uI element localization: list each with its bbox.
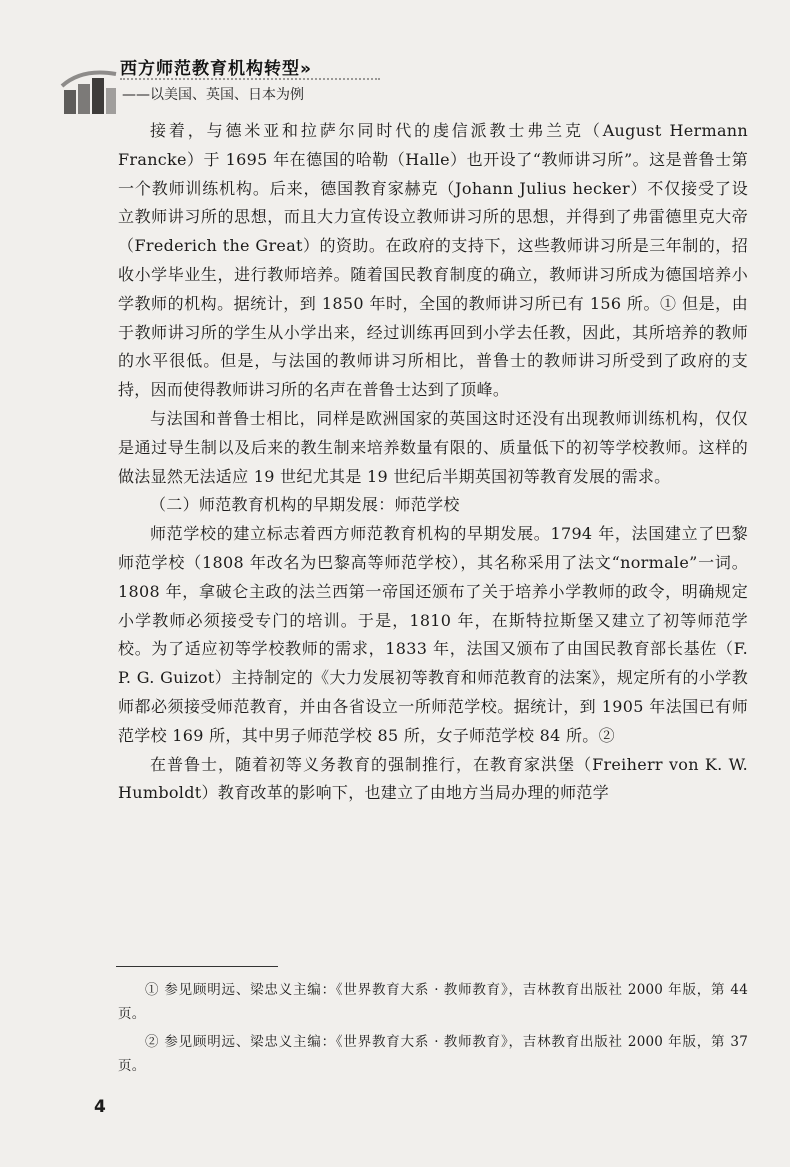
book-title: 西方师范教育机构转型» [120,59,312,79]
paragraph-francke: 接着，与德米亚和拉萨尔同时代的虔信派教士弗兰克（August Hermann Francke）于 1695 年在德国的哈勒（Halle）也开设了“教师讲习所”。这是普鲁士第一个教师训练机构。后来，德国教育家赫克（Johann Julius hecker）不仅接受了设立教师讲习所的思想，而且大力宣传设立教师讲习所的思想，并得到了弗雷德里克大帝（Frederich the Great）的资助。在政府的支持下，这些教师讲习所是三年制的，招收小学毕业生，进行教师培养。随着国民教育制度的确立，教师讲习所成为德国培养小学教师的机构。据统计，到 1850 年时，全国的教师讲习所已有 156 所。① 但是，由于教师讲习所的学生从小学出来，经过训练再回到小学去任教，因此，其所培养的教师的水平很低。但是，与法国的教师讲习所相比，普鲁士的教师讲习所受到了政府的支持，因而使得教师讲习所的名声在普鲁士达到了顶峰。 [118,121,748,400]
footnote-divider [116,966,278,967]
body-text [118,117,748,808]
paragraph-england: 与法国和普鲁士相比，同样是欧洲国家的英国这时还没有出现教师训练机构，仅仅是通过导生制以及后来的教生制来培养数量有限的、质量低下的初等学校教师。这样的做法显然无法适应 19 世纪尤其是 19 世纪后半期英国初等教育发展的需求。 [118,408,748,486]
page-number: 4 [94,1097,106,1117]
running-header [60,44,760,114]
section-heading: （二）师范教育机构的早期发展：师范学校 [150,495,460,515]
footnote-1: ① 参见顾明远、梁忠义主编：《世界教育大系 · 教师教育》，吉林教育出版社 2000 年版，第 44 页。 [118,982,748,1022]
paragraph-normal-schools: 师范学校的建立标志着西方师范教育机构的早期发展。1794 年，法国建立了巴黎师范学校（1808 年改名为巴黎高等师范学校），其名称采用了法文“normale”一词。1808 年，拿破仑主政的法兰西第一帝国还颁布了关于培养小学教师的政令，明确规定小学教师必须接受专门的培训。于是，1810 年，在斯特拉斯堡又建立了初等师范学校。为了适应初等学校教师的需求，1833 年，法国又颁布了由国民教育部长基佐（F. P. G. Guizot）主持制定的《大力发展初等教育和师范教育的法案》，规定所有的小学教师都必须接受师范教育，并由各省设立一所师范学校。据统计，到 1905 年法国已有师范学校 169 所，其中男子师范学校 85 所，女子师范学校 84 所。② [118,524,748,745]
book-subtitle: ——以美国、英国、日本为例 [122,87,304,103]
paragraph-prussia: 在普鲁士，随着初等义务教育的强制推行，在教育家洪堡（Freiherr von K. W. Humboldt）教育改革的影响下，也建立了由地方当局办理的师范学 [118,754,748,803]
footnote-2: ② 参见顾明远、梁忠义主编：《世界教育大系 · 教师教育》，吉林教育出版社 2000 年版，第 37 页。 [118,1034,748,1074]
book-stack-logo [60,66,118,116]
header-divider [120,78,380,80]
footnotes [118,978,748,1082]
